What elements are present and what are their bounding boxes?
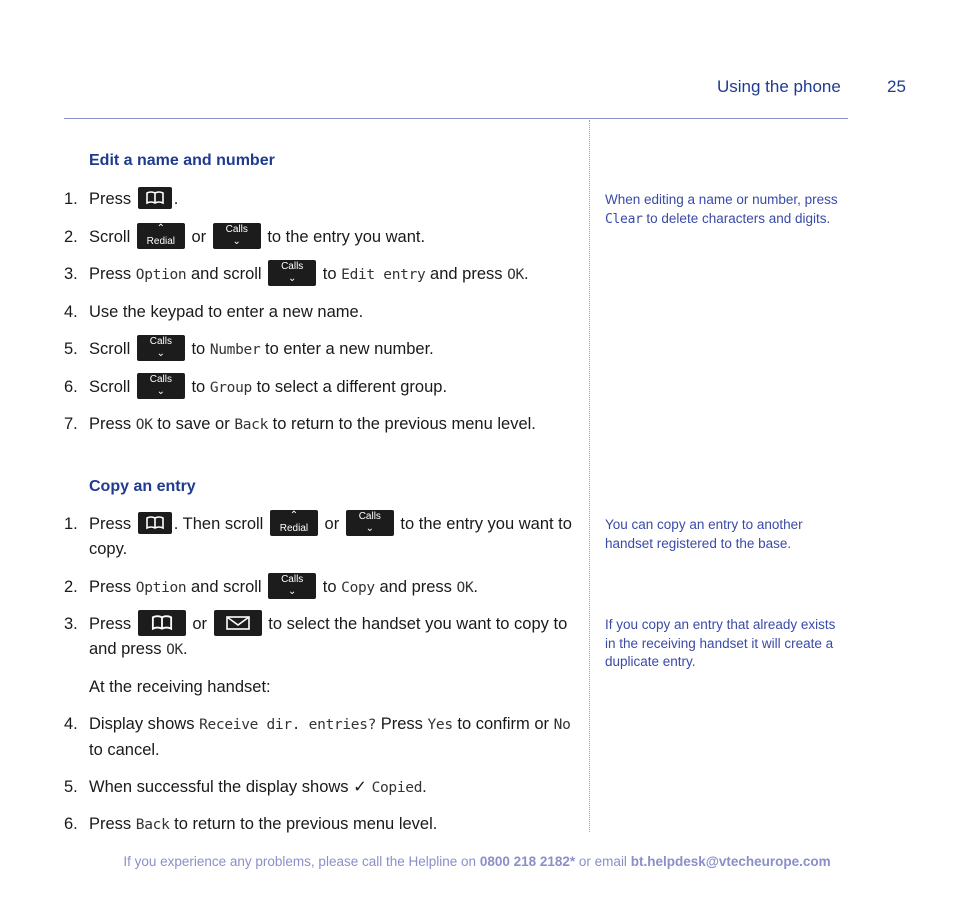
step-number: 1. — [64, 190, 78, 208]
step-text: to return to the previous menu level. — [174, 815, 438, 833]
key-label: Calls — [281, 573, 304, 585]
step-text: When successful the display shows — [89, 778, 349, 796]
footer-helpline — [0, 854, 954, 869]
step-text: to return to the previous menu level. — [272, 415, 536, 433]
step-text: and press — [430, 265, 503, 283]
note-text: When editing a name or number, press — [605, 192, 838, 207]
phonebook-key[interactable] — [138, 610, 186, 636]
step-text: Press — [380, 715, 423, 733]
display-text: Option — [135, 267, 187, 283]
step-text: Press — [89, 515, 132, 533]
step-number: 3. — [64, 615, 78, 633]
step-text: to select a different group. — [256, 378, 448, 396]
edit-step-5 — [64, 337, 574, 363]
chevron-down-icon: ⌄ — [287, 585, 297, 597]
helpdesk-email[interactable]: bt.helpdesk@vtecheurope.com — [630, 854, 831, 869]
step-number: 5. — [64, 778, 78, 796]
display-text: OK — [135, 417, 153, 433]
step-text: Press — [89, 265, 132, 283]
step-number: 2. — [64, 228, 78, 246]
chevron-up-icon: ⌃ — [156, 222, 166, 234]
step-text: to save or — [157, 415, 230, 433]
step-text: At the receiving handset: — [89, 678, 271, 696]
note-text: to delete characters and digits. — [646, 210, 831, 226]
chevron-down-icon: ⌄ — [232, 235, 241, 247]
step-number: 1. — [64, 515, 78, 533]
copy-step-6 — [64, 812, 574, 838]
step-text: to confirm or — [457, 715, 550, 733]
phonebook-icon — [150, 615, 174, 631]
step-text: . — [173, 190, 179, 208]
key-label: Calls — [149, 335, 172, 347]
phonebook-icon — [145, 191, 165, 205]
key-label: Redial — [146, 235, 176, 247]
step-number: 7. — [64, 415, 78, 433]
side-note-clear — [605, 191, 847, 229]
step-number: 5. — [64, 340, 78, 358]
footer-text: or email — [578, 854, 627, 869]
redial-up-key[interactable] — [270, 510, 318, 536]
step-text: to the entry you want. — [267, 228, 426, 246]
phonebook-icon — [145, 516, 165, 530]
calls-down-key[interactable] — [137, 373, 185, 399]
step-text: to the entry you want to copy. — [89, 515, 572, 558]
step-text: and press — [379, 578, 452, 596]
step-text: Scroll — [89, 228, 131, 246]
step-text: Press — [89, 190, 132, 208]
display-text: Back — [135, 817, 170, 833]
envelope-key[interactable] — [214, 610, 262, 636]
page-number: 25 — [887, 77, 906, 96]
edit-step-4 — [64, 300, 574, 325]
header-rule — [64, 118, 848, 119]
side-note-copy: You can copy an entry to another handset registered to the base. — [605, 517, 803, 551]
key-label: Calls — [358, 510, 381, 522]
key-label: Calls — [281, 260, 304, 272]
step-text: . Then scroll — [173, 515, 264, 533]
footer-text: If you experience any problems, please call the Helpline on — [123, 854, 477, 869]
chevron-down-icon: ⌄ — [287, 272, 297, 284]
key-label: Calls — [149, 373, 172, 385]
step-text: and scroll — [190, 578, 262, 596]
display-text: Edit entry — [341, 267, 426, 283]
display-text: Receive dir. entries? — [199, 717, 377, 733]
column-divider — [589, 120, 590, 832]
chevron-up-icon: ⌃ — [289, 509, 299, 521]
check-icon: ✓ — [353, 778, 367, 796]
copy-step-3 — [64, 612, 574, 663]
display-text: Clear — [605, 211, 643, 227]
step-text: . — [422, 778, 427, 796]
step-text: Use the keypad to enter a new name. — [89, 303, 364, 321]
edit-step-6 — [64, 375, 574, 401]
display-text: Yes — [427, 717, 453, 733]
copy-step-1 — [64, 509, 574, 562]
step-text: Press — [89, 815, 132, 833]
step-text: to enter a new number. — [265, 340, 434, 358]
edit-step-2 — [64, 222, 574, 250]
chevron-down-icon: ⌄ — [365, 522, 374, 534]
copy-step-4 — [64, 712, 574, 763]
step-text: . — [473, 578, 478, 596]
edit-step-3 — [64, 262, 574, 288]
step-text: or — [191, 228, 207, 246]
step-text: Scroll — [89, 378, 131, 396]
edit-step-1 — [64, 187, 574, 212]
calls-down-key[interactable] — [268, 260, 316, 286]
step-text: to cancel. — [89, 741, 160, 759]
display-text: OK — [166, 642, 183, 658]
page-header-title: Using the phone — [717, 77, 841, 96]
step-number: 3. — [64, 265, 78, 283]
copy-step-5 — [64, 775, 574, 801]
step-text: . — [182, 640, 188, 658]
step-number: 6. — [64, 378, 78, 396]
key-label: Redial — [279, 522, 309, 534]
chevron-down-icon: ⌄ — [156, 385, 166, 397]
step-text: Display shows — [89, 715, 195, 733]
calls-down-key[interactable] — [137, 335, 185, 361]
display-text: OK — [507, 267, 524, 283]
helpline-number: 0800 218 2182* — [479, 854, 576, 869]
step-number: 2. — [64, 578, 78, 596]
display-text: Group — [209, 380, 252, 396]
phonebook-key[interactable] — [138, 187, 172, 209]
step-number: 6. — [64, 815, 78, 833]
step-number: 4. — [64, 715, 78, 733]
step-text: to — [191, 340, 206, 358]
step-text: Scroll — [89, 340, 131, 358]
envelope-icon — [225, 615, 251, 631]
display-text: Copy — [341, 580, 375, 596]
key-label: Calls — [225, 223, 248, 235]
step-text: to select the handset you want to copy to and press — [89, 615, 568, 658]
calls-down-key[interactable] — [213, 223, 261, 249]
step-text: to — [191, 378, 206, 396]
calls-down-key[interactable] — [268, 573, 316, 599]
section-title-edit: Edit a name and number — [89, 152, 275, 169]
step-text: to — [322, 578, 337, 596]
redial-up-key[interactable] — [137, 223, 185, 249]
display-text: Option — [135, 580, 187, 596]
display-text: No — [553, 717, 571, 733]
step-number: 4. — [64, 303, 78, 321]
step-text: . — [523, 265, 529, 283]
chevron-down-icon: ⌄ — [156, 347, 166, 359]
step-text: and scroll — [190, 265, 262, 283]
phonebook-key[interactable] — [138, 512, 172, 534]
step-text: Press — [89, 615, 132, 633]
edit-step-7 — [64, 412, 574, 438]
copy-step-receiving — [64, 675, 574, 700]
section-title-copy: Copy an entry — [89, 478, 196, 495]
step-text: or — [324, 515, 340, 533]
display-text: OK — [456, 580, 474, 596]
display-text: Copied — [371, 780, 423, 796]
step-text: Press — [89, 578, 132, 596]
step-text: or — [192, 615, 208, 633]
calls-down-key[interactable] — [346, 510, 394, 536]
copy-step-2 — [64, 575, 574, 601]
display-text: Back — [234, 417, 269, 433]
display-text: Number — [209, 342, 261, 358]
side-note-duplicate: If you copy an entry that already exists in the receiving handset it will create a duplicate entry. — [605, 617, 836, 669]
step-text: to — [322, 265, 337, 283]
step-text: Press — [89, 415, 132, 433]
